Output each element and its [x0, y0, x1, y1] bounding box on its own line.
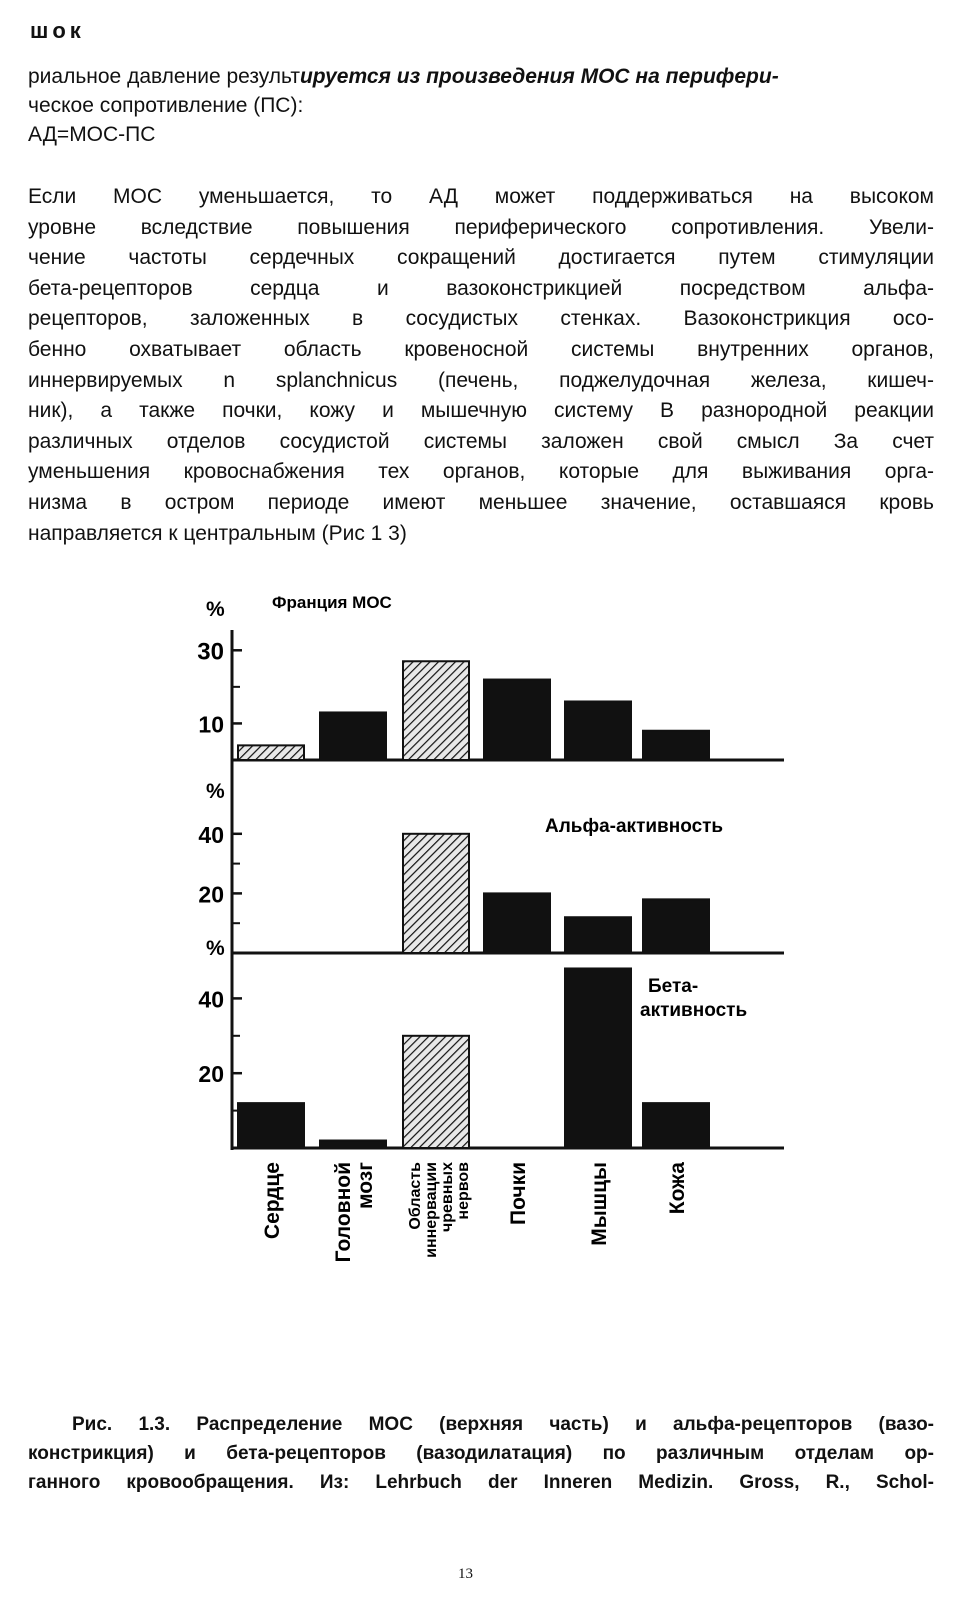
intro-line-1-start: риальное давление результ: [28, 65, 300, 88]
panel-title-alpha: Альфа-активность: [545, 816, 724, 837]
bar: [238, 745, 304, 760]
bar: [643, 899, 709, 953]
panel-title-beta-line2: активность: [640, 1000, 748, 1021]
paragraph-line: ник), а также почки, кожу и мышечную систему В разнородной реакции: [28, 399, 934, 423]
paragraph-line: уменьшения кровоснабжения тех органов, которые для выживания орга-: [28, 460, 934, 484]
category-label: чревных: [439, 1162, 456, 1233]
caption-line: констрикция) и бета-рецепторов (вазодилатация) по различным отделам ор-: [28, 1443, 934, 1464]
paragraph-line: Если МОС уменьшается, то АД может поддерживаться на высоком: [28, 185, 934, 208]
bar: [403, 1036, 469, 1148]
bar: [484, 680, 550, 760]
page-number: 13: [458, 1566, 473, 1582]
y-unit-label: %: [206, 937, 225, 960]
paragraph-line: различных отделов сосудистой системы заложен свой смысл За счет: [28, 429, 934, 453]
paragraph-line: чение частоты сердечных сокращений достигается путем стимуляции: [28, 246, 934, 270]
category-label: Кожа: [666, 1162, 689, 1215]
bar: [484, 893, 550, 953]
y-tick-label: 20: [198, 881, 224, 908]
y-tick-label: 40: [198, 821, 224, 848]
category-label: Мышцы: [588, 1162, 611, 1246]
bar: [565, 917, 631, 953]
category-label: нервов: [455, 1162, 472, 1220]
intro-line-1: [28, 62, 934, 91]
paragraph-line: низма в остром периоде имеют меньшее значение, оставшаяся кровь: [28, 490, 934, 514]
chart-title: Франция МОС: [272, 593, 392, 612]
caption-line: Рис. 1.3. Распределение МОС (верхняя часть) и альфа-рецепторов (вазо-: [72, 1414, 934, 1435]
y-tick-label: 30: [197, 638, 224, 666]
category-label: мозг: [354, 1162, 377, 1209]
running-header: шок: [30, 18, 85, 43]
figure-caption: [28, 1410, 934, 1497]
paragraph-line: рецепторов, заложенных в сосудистых стенках. Вазоконстрикция осо-: [28, 307, 934, 331]
bar: [643, 731, 709, 760]
bar: [565, 968, 631, 1148]
intro-line-2: ческое сопротивление (ПС):: [28, 94, 304, 117]
paragraph-line: направляется к центральным (Рис 1 3): [28, 521, 407, 545]
caption-line: ганного кровообращения. Из: Lehrbuch der Inneren Medizin. Gross, R., Schol-: [28, 1472, 934, 1493]
bar: [403, 661, 469, 760]
category-label: Почки: [507, 1162, 530, 1226]
bar: [238, 1103, 304, 1148]
intro-block: [28, 62, 934, 149]
panel-title-beta-line1: Бета-: [648, 976, 699, 997]
category-label: Головной: [332, 1162, 355, 1263]
category-label: Сердце: [261, 1162, 284, 1240]
paragraph-line: иннервируемых n splanchnicus (печень, поджелудочная железа, кишеч-: [28, 368, 934, 392]
category-label: Область: [407, 1162, 424, 1230]
formula: АД=МОС-ПС: [28, 123, 156, 146]
figure-1-3: [180, 580, 820, 1310]
paragraph-line: уровне вследствие повышения периферического сопротивления. Увели-: [28, 215, 934, 239]
bar: [643, 1103, 709, 1148]
bar: [403, 834, 469, 953]
bar-chart-figure: [180, 580, 820, 1310]
bar: [565, 701, 631, 760]
body-paragraph: [28, 182, 934, 549]
y-unit-label: %: [206, 780, 225, 803]
bar: [320, 1141, 386, 1148]
category-label: иннервации: [423, 1162, 440, 1258]
bar: [320, 712, 386, 760]
y-tick-label: 20: [198, 1061, 224, 1088]
y-tick-label: 10: [198, 711, 224, 738]
paragraph-line: бенно охватывает область кровеносной системы внутренних органов,: [28, 337, 934, 361]
intro-line-1-bold: ируется из произведения МОС на перифери-: [299, 65, 779, 88]
y-tick-label: 40: [198, 986, 224, 1013]
y-unit-label: %: [206, 598, 225, 621]
paragraph-line: бета-рецепторов сердца и вазоконстрикцией посредством альфа-: [28, 276, 934, 300]
